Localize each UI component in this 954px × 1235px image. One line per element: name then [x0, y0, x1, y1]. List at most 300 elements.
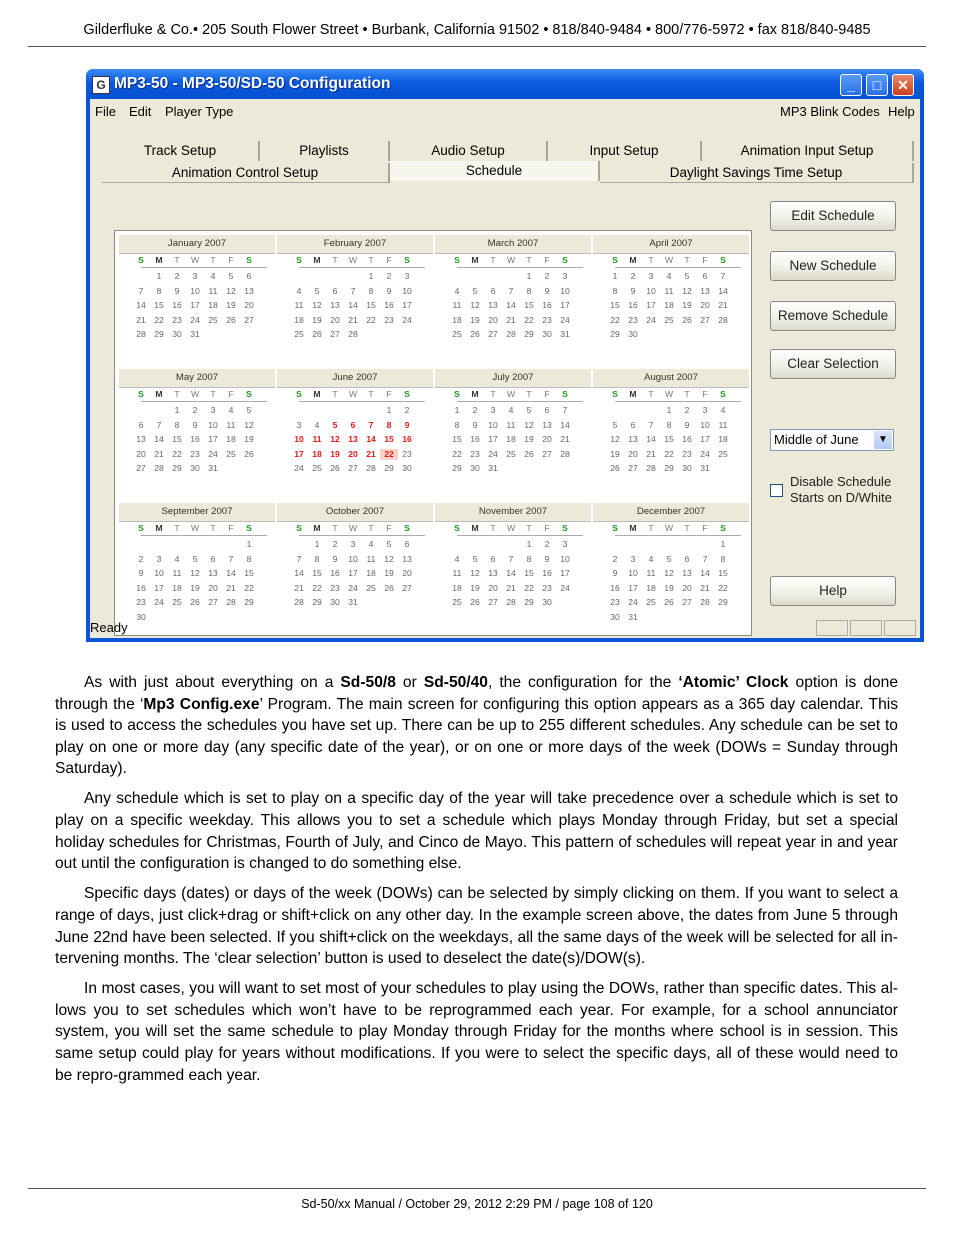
calendar-day[interactable]: 24: [154, 597, 164, 608]
minimize-icon[interactable]: _: [840, 74, 862, 96]
menu-mp3-blink-codes[interactable]: MP3 Blink Codes: [780, 104, 880, 119]
calendar-day[interactable]: 13: [348, 434, 358, 445]
calendar-day[interactable]: 11: [226, 419, 236, 430]
calendar-day[interactable]: 25: [294, 329, 304, 340]
calendar-day[interactable]: 20: [402, 568, 412, 579]
calendar-day[interactable]: 3: [562, 539, 568, 549]
dow-header[interactable]: M: [155, 255, 163, 265]
calendar-day[interactable]: 15: [610, 300, 620, 311]
calendar-day[interactable]: 24: [628, 597, 638, 608]
calendar-day[interactable]: 11: [646, 568, 656, 579]
calendar-day[interactable]: 27: [488, 597, 498, 608]
calendar-day[interactable]: 5: [684, 271, 690, 281]
calendar-day[interactable]: 8: [612, 285, 618, 296]
dow-header[interactable]: T: [684, 389, 690, 399]
dow-header[interactable]: T: [684, 523, 690, 533]
calendar-day[interactable]: 24: [560, 582, 570, 593]
calendar-day[interactable]: 8: [314, 553, 320, 564]
calendar-day[interactable]: 28: [646, 463, 656, 474]
dow-header[interactable]: S: [296, 255, 302, 265]
calendar-day[interactable]: 5: [472, 285, 478, 296]
calendar-day[interactable]: 27: [208, 597, 218, 608]
disable-schedule-checkbox[interactable]: [770, 484, 783, 497]
calendar-day[interactable]: 27: [682, 597, 692, 608]
calendar-day[interactable]: 23: [542, 582, 552, 593]
calendar-day[interactable]: 15: [154, 300, 164, 311]
calendar-day[interactable]: 3: [404, 271, 410, 281]
calendar-day[interactable]: 22: [380, 449, 398, 460]
calendar-day[interactable]: 29: [524, 597, 534, 608]
calendar-day[interactable]: 20: [488, 582, 498, 593]
calendar-day[interactable]: 6: [210, 553, 216, 564]
calendar-day[interactable]: 24: [700, 448, 710, 459]
calendar-day[interactable]: 9: [544, 553, 550, 564]
dow-header[interactable]: F: [386, 255, 392, 265]
dow-header[interactable]: S: [138, 523, 144, 533]
dow-header[interactable]: T: [526, 255, 532, 265]
calendar-day[interactable]: 3: [156, 553, 162, 564]
calendar-day[interactable]: 29: [172, 463, 182, 474]
calendar-day[interactable]: 2: [138, 553, 144, 564]
calendar-day[interactable]: 30: [610, 612, 620, 622]
tab-input-setup[interactable]: Input Setup: [548, 141, 702, 161]
calendar-day[interactable]: 22: [524, 314, 534, 325]
calendar-day[interactable]: 18: [718, 434, 728, 445]
calendar-day[interactable]: 5: [314, 285, 320, 296]
dow-header[interactable]: S: [454, 523, 460, 533]
calendar-day[interactable]: 22: [610, 314, 620, 325]
calendar-day[interactable]: 14: [226, 568, 236, 579]
calendar-day[interactable]: 29: [312, 597, 322, 608]
calendar-day[interactable]: 27: [542, 448, 552, 459]
dow-header[interactable]: T: [332, 255, 338, 265]
calendar-day[interactable]: 1: [526, 271, 532, 281]
calendar-day[interactable]: 7: [648, 419, 654, 430]
calendar-day[interactable]: 17: [628, 582, 638, 593]
calendar-day[interactable]: 19: [524, 434, 534, 445]
calendar-day[interactable]: 23: [610, 597, 620, 608]
calendar-day[interactable]: 4: [720, 405, 726, 415]
calendar-day[interactable]: 25: [664, 314, 674, 325]
calendar-day[interactable]: 25: [452, 597, 462, 608]
calendar-day[interactable]: 23: [682, 448, 692, 459]
dow-header[interactable]: F: [228, 255, 234, 265]
calendar-day[interactable]: 2: [684, 405, 690, 415]
calendar-day[interactable]: 21: [700, 582, 710, 593]
calendar-day[interactable]: 15: [172, 434, 182, 445]
calendar-day[interactable]: 28: [154, 463, 164, 474]
calendar-day[interactable]: 19: [470, 314, 480, 325]
dow-header[interactable]: S: [612, 523, 618, 533]
calendar-day[interactable]: 13: [488, 300, 498, 311]
calendar-day[interactable]: 13: [244, 285, 254, 296]
dow-header[interactable]: T: [210, 523, 216, 533]
calendar-day[interactable]: 14: [294, 568, 304, 579]
calendar-day[interactable]: 11: [452, 568, 462, 579]
calendar-day[interactable]: 30: [402, 463, 412, 474]
calendar-day[interactable]: 25: [172, 597, 182, 608]
calendar-day[interactable]: 9: [138, 568, 144, 579]
calendar-day[interactable]: 7: [156, 419, 162, 430]
calendar-day[interactable]: 10: [488, 419, 498, 430]
calendar-day[interactable]: 9: [472, 419, 478, 430]
calendar-day[interactable]: 26: [664, 597, 674, 608]
calendar-day[interactable]: 4: [454, 553, 460, 564]
calendar-day[interactable]: 22: [244, 582, 254, 593]
calendar-day[interactable]: 11: [718, 419, 728, 430]
calendar-day[interactable]: 7: [508, 285, 514, 296]
calendar-day[interactable]: 17: [208, 434, 218, 445]
calendar-day[interactable]: 8: [386, 419, 392, 430]
calendar-day[interactable]: 15: [524, 568, 534, 579]
calendar-day[interactable]: 16: [542, 300, 552, 311]
dow-header[interactable]: S: [720, 523, 726, 533]
calendar-day[interactable]: 30: [330, 597, 340, 608]
dow-header[interactable]: M: [313, 389, 321, 399]
calendar-day[interactable]: 1: [386, 405, 392, 415]
calendar-day[interactable]: 10: [646, 285, 656, 296]
calendar-day[interactable]: 26: [190, 597, 200, 608]
calendar-day[interactable]: 26: [330, 463, 340, 474]
calendar-day[interactable]: 20: [244, 300, 254, 311]
calendar-day[interactable]: 25: [506, 448, 516, 459]
calendar-day[interactable]: 26: [384, 582, 394, 593]
calendar-day[interactable]: 16: [610, 582, 620, 593]
calendar-day[interactable]: 14: [136, 300, 146, 311]
calendar-day[interactable]: 20: [208, 582, 218, 593]
calendar-day[interactable]: 9: [332, 553, 338, 564]
calendar-day[interactable]: 10: [154, 568, 164, 579]
calendar-day[interactable]: 7: [350, 285, 356, 296]
calendar-day[interactable]: 16: [190, 434, 200, 445]
dow-header[interactable]: W: [190, 523, 200, 533]
calendar-day[interactable]: 13: [136, 434, 146, 445]
calendar-day[interactable]: 12: [470, 568, 480, 579]
calendar-day[interactable]: 4: [314, 419, 320, 430]
calendar-day[interactable]: 1: [666, 405, 672, 415]
dow-header[interactable]: M: [629, 255, 637, 265]
calendar-day[interactable]: 10: [294, 434, 304, 445]
dow-header[interactable]: S: [404, 523, 410, 533]
calendar-day[interactable]: 15: [312, 568, 322, 579]
calendar-day[interactable]: 14: [366, 434, 376, 445]
calendar-day[interactable]: 2: [174, 271, 180, 281]
dow-header[interactable]: T: [368, 255, 374, 265]
calendar-day[interactable]: 31: [208, 463, 218, 474]
calendar-day[interactable]: 18: [366, 568, 376, 579]
menu-file[interactable]: File: [95, 104, 116, 119]
calendar-day[interactable]: 30: [172, 329, 182, 340]
calendar-day[interactable]: 21: [366, 448, 376, 459]
dow-header[interactable]: W: [506, 255, 516, 265]
menu-help[interactable]: Help: [888, 104, 915, 119]
calendar-day[interactable]: 3: [296, 419, 302, 430]
calendar-day[interactable]: 28: [506, 329, 516, 340]
calendar-day[interactable]: 21: [646, 448, 656, 459]
calendar-day[interactable]: 29: [664, 463, 674, 474]
calendar-day[interactable]: 30: [470, 463, 480, 474]
calendar-day[interactable]: 1: [174, 405, 180, 415]
calendar-day[interactable]: 1: [156, 271, 162, 281]
calendar-day[interactable]: 10: [348, 553, 358, 564]
calendar-day[interactable]: 4: [648, 553, 654, 564]
calendar-day[interactable]: 7: [228, 553, 234, 564]
calendar-day[interactable]: 12: [384, 553, 394, 564]
dow-header[interactable]: F: [702, 523, 708, 533]
dow-header[interactable]: S: [454, 255, 460, 265]
calendar-day[interactable]: 24: [402, 314, 412, 325]
calendar-day[interactable]: 7: [296, 553, 302, 564]
calendar-day[interactable]: 8: [246, 553, 252, 564]
calendar-day[interactable]: 6: [630, 419, 636, 430]
calendar-day[interactable]: 8: [156, 285, 162, 296]
calendar-day[interactable]: 22: [452, 448, 462, 459]
calendar-day[interactable]: 27: [700, 314, 710, 325]
calendar-day[interactable]: 31: [488, 463, 498, 474]
calendar-day[interactable]: 31: [560, 329, 570, 340]
calendar-day[interactable]: 8: [174, 419, 180, 430]
calendar-day[interactable]: 24: [560, 314, 570, 325]
calendar-day[interactable]: 6: [138, 419, 144, 430]
dow-header[interactable]: F: [544, 389, 550, 399]
calendar-day[interactable]: 25: [366, 582, 376, 593]
dow-header[interactable]: W: [664, 523, 674, 533]
dow-header[interactable]: T: [490, 523, 496, 533]
calendar-day[interactable]: 16: [172, 300, 182, 311]
calendar-day[interactable]: 2: [404, 405, 410, 415]
calendar-day[interactable]: 1: [246, 539, 252, 549]
remove-schedule-button[interactable]: Remove Schedule: [770, 301, 896, 331]
calendar-day[interactable]: 6: [490, 285, 496, 296]
tab-animation-input-setup[interactable]: Animation Input Setup: [702, 141, 914, 161]
calendar-day[interactable]: 14: [506, 568, 516, 579]
calendar-day[interactable]: 28: [294, 597, 304, 608]
calendar-day[interactable]: 29: [384, 463, 394, 474]
dow-header[interactable]: F: [386, 523, 392, 533]
calendar-day[interactable]: 25: [208, 314, 218, 325]
chevron-down-icon[interactable]: ▼: [874, 431, 892, 449]
calendar-day[interactable]: 14: [718, 285, 728, 296]
calendar-day[interactable]: 19: [312, 314, 322, 325]
calendar-day[interactable]: 27: [330, 329, 340, 340]
calendar-day[interactable]: 26: [226, 314, 236, 325]
calendar-day[interactable]: 24: [348, 582, 358, 593]
calendar-day[interactable]: 12: [226, 285, 236, 296]
calendar-day[interactable]: 12: [244, 419, 254, 430]
calendar-day[interactable]: 5: [192, 553, 198, 564]
calendar-day[interactable]: 5: [386, 539, 392, 549]
calendar-day[interactable]: 6: [246, 271, 252, 281]
dow-header[interactable]: S: [562, 255, 568, 265]
calendar-day[interactable]: 16: [136, 582, 146, 593]
dow-header[interactable]: M: [155, 389, 163, 399]
dow-header[interactable]: S: [246, 389, 252, 399]
dow-header[interactable]: M: [313, 523, 321, 533]
dow-header[interactable]: T: [368, 389, 374, 399]
dow-header[interactable]: S: [720, 389, 726, 399]
calendar-day[interactable]: 5: [526, 405, 532, 415]
calendar-day[interactable]: 29: [718, 597, 728, 608]
calendar-day[interactable]: 27: [136, 463, 146, 474]
calendar-day[interactable]: 24: [294, 463, 304, 474]
calendar-day[interactable]: 21: [226, 582, 236, 593]
calendar-day[interactable]: 29: [244, 597, 254, 608]
calendar-day[interactable]: 7: [562, 405, 568, 415]
dow-header[interactable]: S: [404, 255, 410, 265]
calendar-day[interactable]: 9: [386, 285, 392, 296]
calendar-day[interactable]: 31: [348, 597, 358, 608]
calendar-day[interactable]: 16: [384, 300, 394, 311]
calendar-day[interactable]: 20: [136, 448, 146, 459]
calendar-day[interactable]: 25: [226, 448, 236, 459]
calendar-day[interactable]: 27: [628, 463, 638, 474]
dow-header[interactable]: F: [702, 389, 708, 399]
calendar-day[interactable]: 10: [190, 285, 200, 296]
new-schedule-button[interactable]: New Schedule: [770, 251, 896, 281]
calendar-day[interactable]: 31: [628, 612, 638, 622]
dow-header[interactable]: S: [296, 523, 302, 533]
calendar-day[interactable]: 29: [610, 329, 620, 340]
calendar-day[interactable]: 1: [526, 539, 532, 549]
calendar-day[interactable]: 12: [190, 568, 200, 579]
calendar-day[interactable]: 11: [366, 553, 376, 564]
calendar-day[interactable]: 15: [718, 568, 728, 579]
dow-header[interactable]: M: [313, 255, 321, 265]
dow-header[interactable]: T: [684, 255, 690, 265]
dow-header[interactable]: F: [228, 389, 234, 399]
calendar-day[interactable]: 10: [560, 553, 570, 564]
calendar-day[interactable]: 11: [452, 300, 462, 311]
calendar-day[interactable]: 18: [312, 448, 322, 459]
dow-header[interactable]: S: [612, 389, 618, 399]
calendar-day[interactable]: 19: [226, 300, 236, 311]
calendar-day[interactable]: 7: [138, 285, 144, 296]
calendar-day[interactable]: 17: [560, 300, 570, 311]
calendar-day[interactable]: 17: [402, 300, 412, 311]
calendar-day[interactable]: 21: [718, 300, 728, 311]
calendar-day[interactable]: 1: [454, 405, 460, 415]
dow-header[interactable]: F: [386, 389, 392, 399]
calendar-day[interactable]: 9: [404, 419, 410, 430]
calendar-day[interactable]: 18: [452, 582, 462, 593]
dow-header[interactable]: T: [174, 523, 180, 533]
calendar-day[interactable]: 21: [506, 582, 516, 593]
tab-schedule[interactable]: Schedule: [390, 161, 600, 181]
calendar-day[interactable]: 20: [542, 434, 552, 445]
calendar-day[interactable]: 20: [628, 448, 638, 459]
calendar-day[interactable]: 2: [192, 405, 198, 415]
calendar-day[interactable]: 18: [452, 314, 462, 325]
calendar-day[interactable]: 29: [524, 329, 534, 340]
calendar-day[interactable]: 4: [368, 539, 374, 549]
tab-animation-control-setup[interactable]: Animation Control Setup: [102, 163, 390, 183]
dow-header[interactable]: S: [246, 255, 252, 265]
calendar-day[interactable]: 11: [172, 568, 182, 579]
calendar-day[interactable]: 28: [718, 314, 728, 325]
calendar-day[interactable]: 3: [562, 271, 568, 281]
dow-header[interactable]: T: [648, 389, 654, 399]
calendar-day[interactable]: 6: [490, 553, 496, 564]
calendar-day[interactable]: 26: [244, 448, 254, 459]
calendar-day[interactable]: 26: [470, 597, 480, 608]
calendar-day[interactable]: 6: [350, 419, 356, 430]
calendar-day[interactable]: 8: [526, 553, 532, 564]
dow-header[interactable]: T: [332, 523, 338, 533]
calendar-day[interactable]: 28: [348, 329, 358, 340]
calendar-day[interactable]: 13: [628, 434, 638, 445]
calendar-day[interactable]: 14: [348, 300, 358, 311]
calendar-day[interactable]: 7: [368, 419, 374, 430]
dow-header[interactable]: M: [471, 255, 479, 265]
calendar-day[interactable]: 2: [544, 539, 550, 549]
calendar-day[interactable]: 18: [506, 434, 516, 445]
calendar-day[interactable]: 29: [452, 463, 462, 474]
calendar-day[interactable]: 1: [720, 539, 726, 549]
dow-header[interactable]: W: [348, 523, 358, 533]
dow-header[interactable]: T: [526, 389, 532, 399]
calendar-day[interactable]: 4: [666, 271, 672, 281]
calendar-day[interactable]: 13: [488, 568, 498, 579]
calendar-day[interactable]: 12: [470, 300, 480, 311]
calendar-day[interactable]: 29: [154, 329, 164, 340]
calendar-day[interactable]: 30: [542, 597, 552, 608]
calendar-day[interactable]: 22: [312, 582, 322, 593]
calendar-day[interactable]: 9: [612, 568, 618, 579]
calendar-day[interactable]: 23: [542, 314, 552, 325]
calendar-day[interactable]: 19: [384, 568, 394, 579]
calendar-day[interactable]: 19: [610, 448, 620, 459]
calendar-day[interactable]: 3: [490, 405, 496, 415]
calendar-day[interactable]: 14: [700, 568, 710, 579]
calendar-day[interactable]: 17: [348, 568, 358, 579]
tab-audio-setup[interactable]: Audio Setup: [390, 141, 548, 161]
calendar-day[interactable]: 6: [702, 271, 708, 281]
calendar-day[interactable]: 3: [630, 553, 636, 564]
dow-header[interactable]: M: [471, 389, 479, 399]
calendar-day[interactable]: 4: [296, 285, 302, 296]
dow-header[interactable]: T: [210, 389, 216, 399]
calendar-day[interactable]: 12: [610, 434, 620, 445]
calendar-day[interactable]: 5: [612, 419, 618, 430]
calendar-day[interactable]: 17: [646, 300, 656, 311]
dow-header[interactable]: W: [348, 389, 358, 399]
calendar-day[interactable]: 16: [628, 300, 638, 311]
dow-header[interactable]: S: [246, 523, 252, 533]
calendar-day[interactable]: 25: [312, 463, 322, 474]
calendar-day[interactable]: 31: [700, 463, 710, 474]
calendar-day[interactable]: 13: [542, 419, 552, 430]
dow-header[interactable]: S: [138, 389, 144, 399]
calendar-day[interactable]: 8: [454, 419, 460, 430]
calendar-day[interactable]: 5: [246, 405, 252, 415]
calendar-day[interactable]: 20: [700, 300, 710, 311]
calendar-day[interactable]: 5: [472, 553, 478, 564]
calendar-day[interactable]: 2: [386, 271, 392, 281]
calendar-day[interactable]: 1: [314, 539, 320, 549]
calendar-day[interactable]: 12: [664, 568, 674, 579]
calendar-day[interactable]: 13: [682, 568, 692, 579]
calendar-day[interactable]: 20: [330, 314, 340, 325]
calendar-day[interactable]: 3: [210, 405, 216, 415]
calendar-day[interactable]: 18: [172, 582, 182, 593]
calendar-day[interactable]: 4: [454, 285, 460, 296]
calendar-day[interactable]: 10: [700, 419, 710, 430]
calendar-day[interactable]: 10: [208, 419, 218, 430]
calendar-day[interactable]: 16: [330, 568, 340, 579]
calendar-day[interactable]: 15: [664, 434, 674, 445]
calendar-day[interactable]: 19: [470, 582, 480, 593]
calendar-day[interactable]: 12: [524, 419, 534, 430]
